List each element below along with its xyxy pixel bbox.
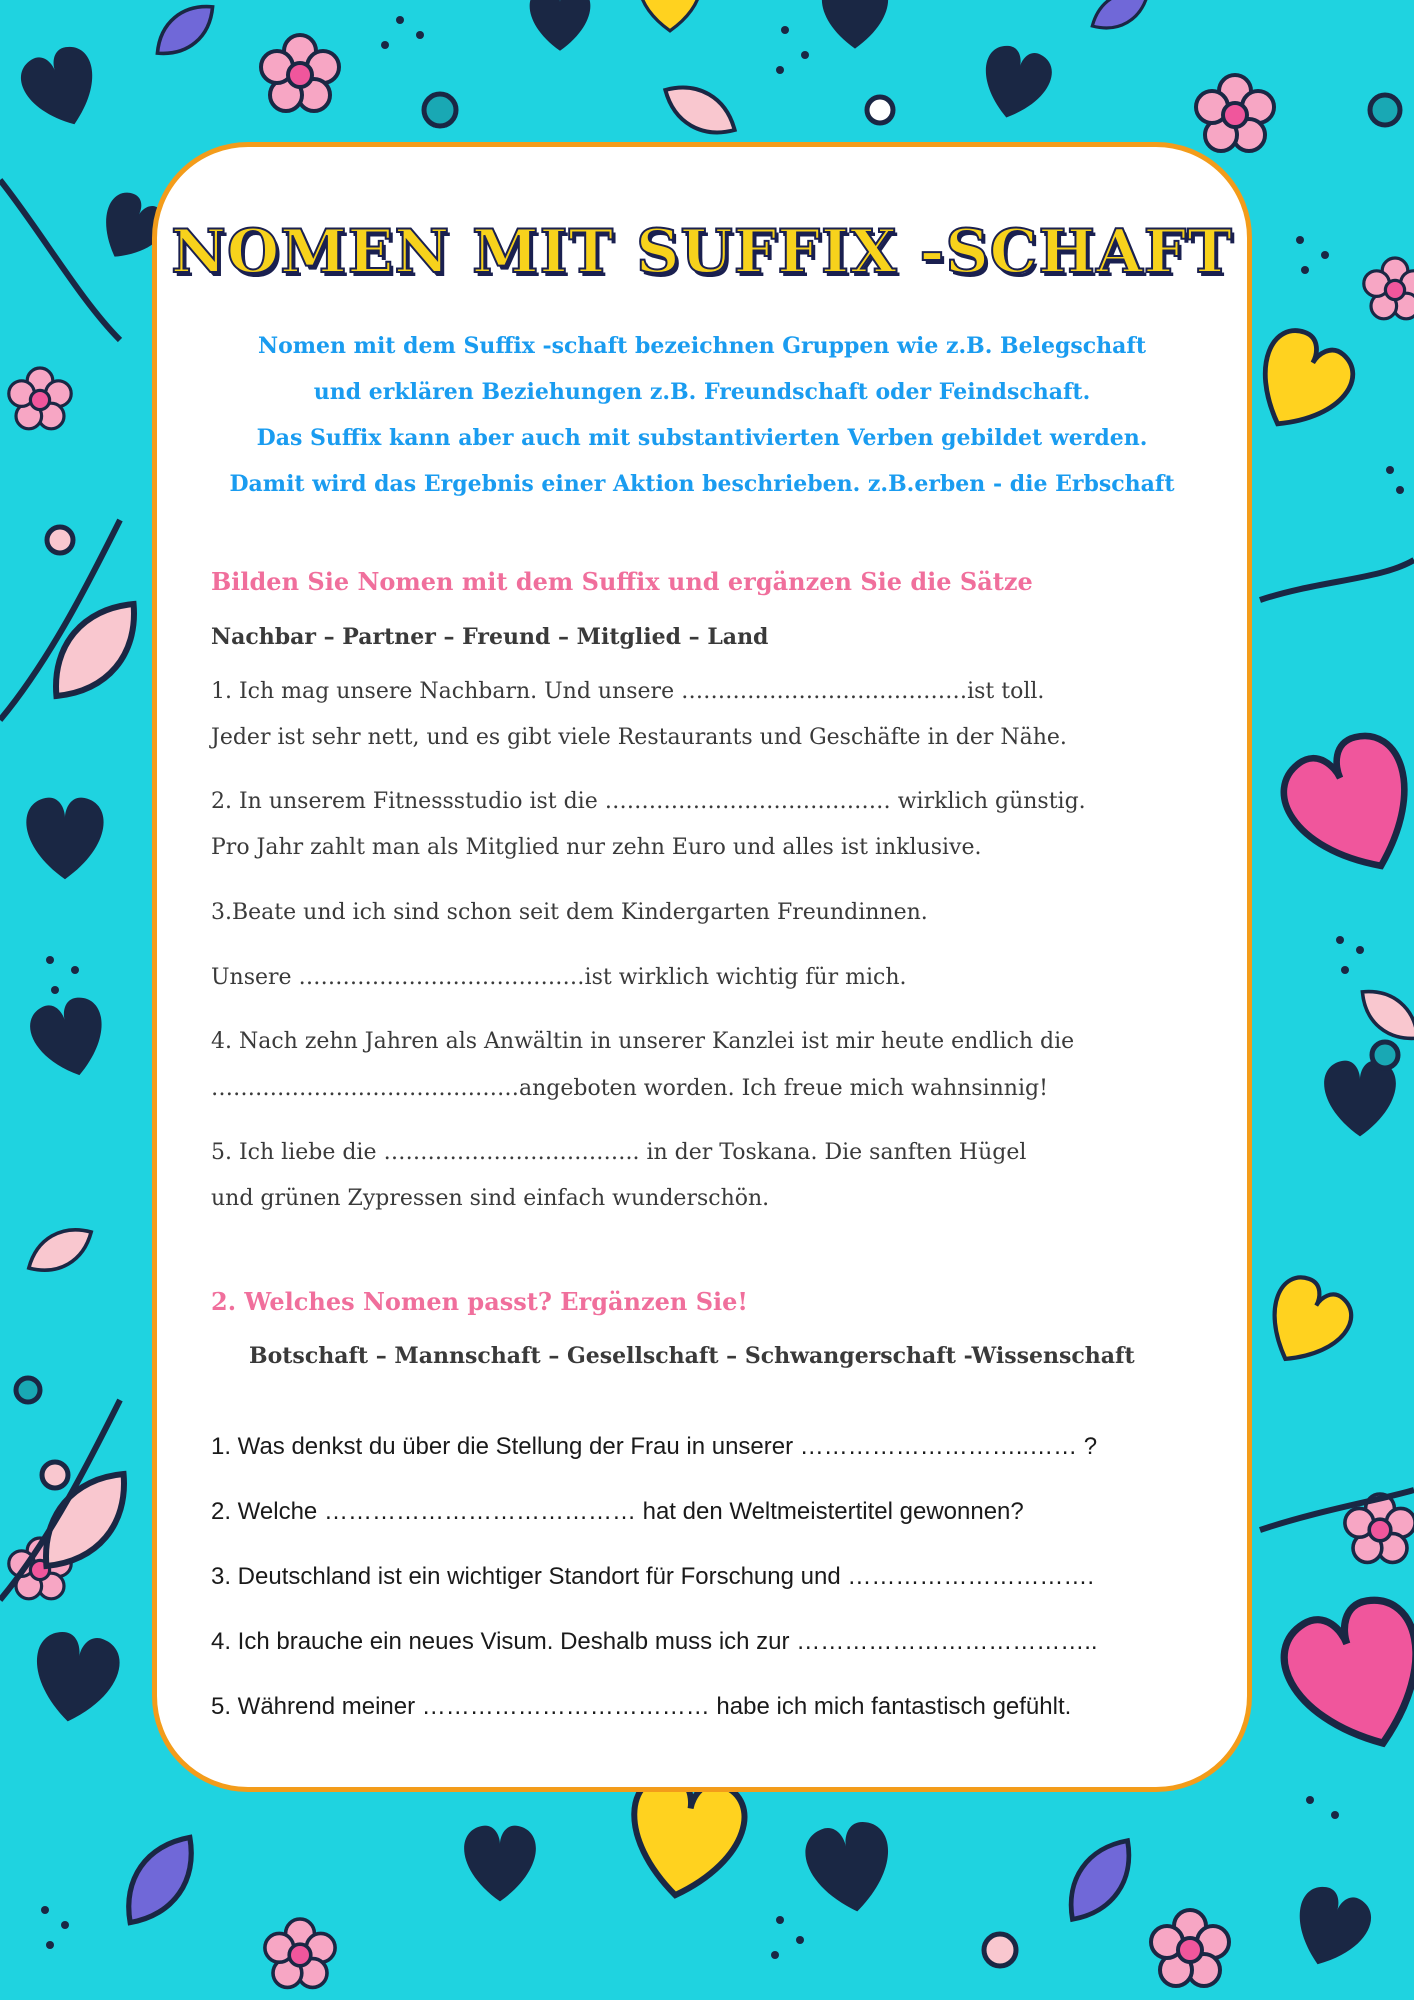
exercise2-line: 2. Welche ………………………………… hat den Weltmeistertitel gewonnen? [211, 1498, 1024, 1525]
exercise1-line: 2. In unserem Fitnessstudio ist die ………………………………… wirklich günstig. [211, 789, 1086, 814]
exercise1-line: 1. Ich mag unsere Nachbarn. Und unsere …………………………………ist toll. [211, 679, 1045, 704]
exercise1-line: Unsere …………………………………ist wirklich wichtig für mich. [211, 965, 907, 990]
exercise2-title: 2. Welches Nomen passt? Ergänzen Sie! [211, 1287, 748, 1316]
exercise2-wordbank: Botschaft – Mannschaft – Gesellschaft – Schwangerschaft -Wissenschaft [249, 1343, 1135, 1369]
exercise1-wordbank: Nachbar – Partner – Freund – Mitglied – Land [211, 624, 769, 650]
intro-line: Damit wird das Ergebnis einer Aktion beschrieben. z.B.erben - die Erbschaft [229, 471, 1175, 497]
exercise1-line: und grünen Zypressen sind einfach wunderschön. [211, 1186, 770, 1211]
exercise1-line: Jeder ist sehr nett, und es gibt viele Restaurants und Geschäfte in der Nähe. [211, 725, 1067, 750]
exercise2-line: 1. Was denkst du über die Stellung der Frau in unserer ………………………..…… ? [211, 1433, 1098, 1460]
intro-line: und erklären Beziehungen z.B. Freundschaft oder Feindschaft. [313, 379, 1091, 405]
intro-line: Nomen mit dem Suffix -schaft bezeichnen Gruppen wie z.B. Belegschaft [257, 333, 1147, 359]
exercise2-line: 4. Ich brauche ein neues Visum. Deshalb muss ich zur ……………………………….. [211, 1628, 1098, 1655]
exercise1-title: Bilden Sie Nomen mit dem Suffix und ergänzen Sie die Sätze [211, 567, 1033, 596]
exercise1-line: 3.Beate und ich sind schon seit dem Kindergarten Freundinnen. [211, 900, 928, 925]
exercise2-line: 3. Deutschland ist ein wichtiger Standort für Forschung und …………………………. [211, 1563, 1095, 1590]
page-title: NOMEN MIT SUFFIX -SCHAFT [171, 217, 1233, 287]
worksheet-card [152, 142, 1252, 1792]
exercise1-line: ……………………………………angeboten worden. Ich freue mich wahnsinnig! [211, 1076, 1048, 1101]
exercise2-line: 5. Während meiner ……………………………… habe ich mich fantastisch gefühlt. [211, 1693, 1072, 1720]
exercise1-line: Pro Jahr zahlt man als Mitglied nur zehn Euro und alles ist inklusive. [211, 835, 982, 860]
exercise1-line: 5. Ich liebe die …………………………….. in der Toskana. Die sanften Hügel [211, 1140, 1027, 1165]
exercise1-line: 4. Nach zehn Jahren als Anwältin in unserer Kanzlei ist mir heute endlich die [211, 1029, 1075, 1054]
intro-line: Das Suffix kann aber auch mit substantivierten Verben gebildet werden. [256, 425, 1148, 451]
intro-text [197, 323, 1207, 507]
